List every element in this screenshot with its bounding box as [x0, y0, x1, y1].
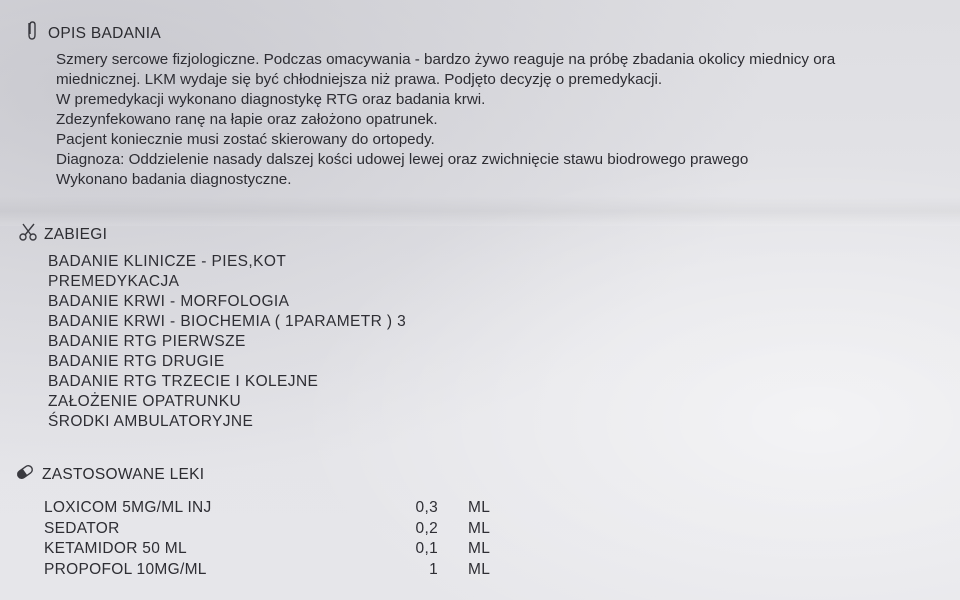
drug-quantity: 0,3 — [415, 499, 438, 516]
list-item: BADANIE KRWI - MORFOLOGIA — [48, 293, 290, 310]
list-item: PREMEDYKACJA — [48, 273, 180, 290]
table-row — [44, 540, 514, 561]
list-item: ŚRODKI AMBULATORYJNE — [48, 413, 254, 430]
zabiegi-header — [18, 222, 107, 247]
zabiegi-title: ZABIEGI — [44, 225, 108, 243]
scissors-icon — [18, 222, 40, 247]
drug-unit: ML — [468, 519, 491, 537]
list-item: BADANIE KLINICZE - PIES,KOT — [48, 253, 287, 270]
drug-name: PROPOFOL 10MG/ML — [44, 560, 207, 578]
table-row — [44, 499, 514, 520]
clip-icon — [24, 20, 40, 47]
list-item: BADANIE RTG PIERWSZE — [48, 333, 246, 350]
leki-table — [44, 499, 514, 581]
drug-quantity: 0,2 — [415, 519, 438, 537]
drug-unit: ML — [468, 499, 491, 516]
opis-line: Diagnoza: Oddzielenie nasady dalszej kości udowej lewej oraz zwichnięcie stawu biodrowego prawego — [56, 151, 749, 168]
zabiegi-list — [48, 252, 406, 432]
drug-unit: ML — [468, 540, 491, 557]
drug-quantity: 0,1 — [415, 540, 438, 557]
list-item: BADANIE KRWI - BIOCHEMIA ( 1PARAMETR ) 3 — [48, 313, 407, 330]
drug-name: SEDATOR — [44, 519, 120, 537]
drug-quantity: 1 — [429, 560, 438, 578]
leki-header — [14, 462, 204, 487]
list-item: BADANIE RTG TRZECIE I KOLEJNE — [48, 373, 319, 390]
opis-header — [24, 20, 161, 47]
paper-fold-shadow — [0, 196, 960, 226]
list-item: ZAŁOŻENIE OPATRUNKU — [48, 393, 242, 410]
opis-line: Pacjent koniecznie musi zostać skierowany do ortopedy. — [56, 131, 435, 148]
table-row — [44, 561, 514, 582]
opis-text — [56, 50, 835, 190]
table-row — [44, 520, 514, 541]
opis-line: W premedykacji wykonano diagnostykę RTG oraz badania krwi. — [56, 91, 486, 108]
drug-unit: ML — [468, 560, 491, 578]
drug-name: KETAMIDOR 50 ML — [44, 540, 187, 557]
opis-line: Wykonano badania diagnostyczne. — [56, 171, 292, 188]
leki-title: ZASTOSOWANE LEKI — [42, 465, 205, 483]
opis-title: OPIS BADANIA — [48, 24, 161, 42]
opis-line: miednicznej. LKM wydaje się być chłodniejsza niż prawa. Podjęto decyzję o premedykacji. — [56, 71, 663, 88]
list-item: BADANIE RTG DRUGIE — [48, 353, 225, 370]
opis-line: Zdezynfekowano ranę na łapie oraz założono opatrunek. — [56, 111, 438, 128]
opis-line: Szmery sercowe fizjologiczne. Podczas omacywania - bardzo żywo reaguje na próbę zbadania okolicy miednicy ora — [56, 51, 836, 68]
drug-name: LOXICOM 5MG/ML INJ — [44, 499, 212, 516]
pill-icon — [14, 462, 36, 487]
